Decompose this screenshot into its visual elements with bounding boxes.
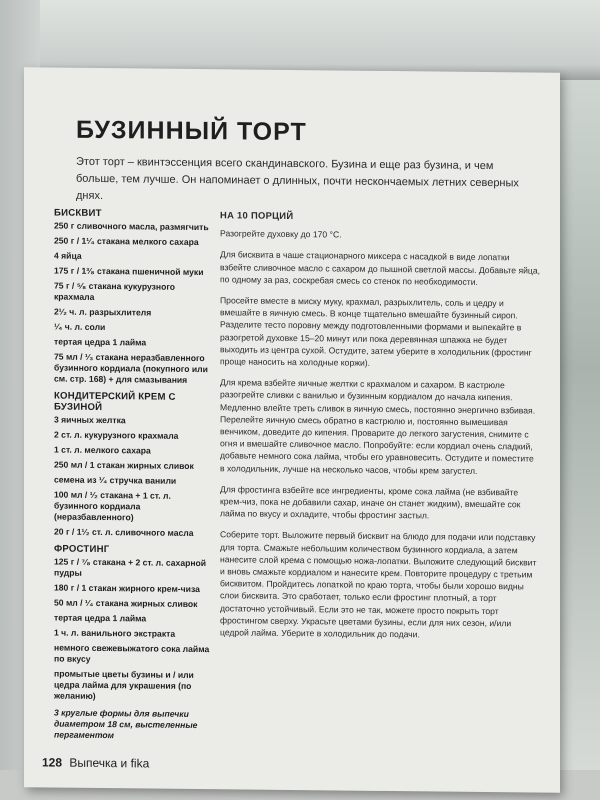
method-paragraph: Для фростинга взбейте все ингредиенты, кроме сока лайма (не взбивайте крем-чиз, пока не добавили сахар, иначе он станет жидким), вмешайте сок лайма по вкусу и охладите, чтобы фростинг застыл. [220, 484, 521, 521]
ingredient-item: промытые цветы бузины и / или цедра лайма для украшения (по желанию) [54, 668, 194, 701]
ingredients-heading-cream: КОНДИТЕРСКИЙ КРЕМ С БУЗИНОЙ [54, 390, 176, 414]
book-page [24, 67, 560, 793]
ingredient-item: 250 г / 1¹⁄₄ стакана мелкого сахара [54, 235, 199, 248]
ingredient-item: 3 яичных желтка [54, 414, 126, 426]
ingredient-item: 100 мл / ¹⁄₂ стакана + 1 ст. л. бузинного кордиала (неразбавленного) [54, 489, 171, 523]
page-footer [42, 755, 149, 770]
portions-label: НА 10 ПОРЦИЙ [220, 209, 294, 222]
ingredient-item: семена из ¹⁄₄ стручка ванили [54, 474, 177, 486]
ingredient-item: 2 ст. л. кукурузного крахмала [54, 429, 179, 441]
section-name: Выпечка и fika [69, 755, 150, 771]
method-paragraph: Для крема взбейте яичные желтки с крахмалом и сахаром. В кастрюле разогрейте сливки с ванилью и бузинным кордиалом до начала кипения. Медленно влейте треть сливок в яичную смесь, постоянно энергично взбивая. Перелейте яичную смесь обратно в кастрюлю и, постоянно вымешивая венчиком, доведите до кипения. Проварите до легкого загустения, снимите с огня и вмешайте сливочное масло. Попробуйте: если кордиал очень сладкий, добавьте немного сока лайма, чтобы его уравновесить. Остудите и поместите в холодильник, лучше на несколько часов, чтобы крем загустел. [220, 377, 536, 476]
method-paragraph: Просейте вместе в миску муку, крахмал, разрыхлитель, соль и цедру и вмешайте в яичную смесь. В конце тщательно вмешайте бузинный сироп. Разделите тесто поровну между подготовленными формами и выпекайте в разогретой духовке 15–20 минут или пока деревянная шпажка не будет выходить из центра сухой. Остудите, затем уберите в холодильник (фростинг проще наносить на холодные коржи). [220, 295, 532, 368]
ingredient-item: 20 г / 1¹⁄₂ ст. л. сливочного масла [54, 526, 194, 538]
ingredient-item: 175 г / 1³⁄₈ стакана пшеничной муки [54, 265, 204, 278]
ingredient-item: тертая цедра 1 лайма [54, 336, 147, 348]
ingredient-item: 75 г / ⁵⁄₈ стакана кукурузного крахмала [54, 280, 176, 302]
ingredient-item: 1 ч. л. ванильного экстракта [54, 627, 176, 639]
ingredient-item: 1 ст. л. мелкого сахара [54, 444, 151, 456]
recipe-title: БУЗИННЫЙ ТОРТ [76, 115, 307, 147]
ingredient-item: 4 яйца [54, 250, 82, 261]
ingredient-item: 180 г / 1 стакан жирного крем-чиза [54, 582, 200, 595]
method-paragraph: Разогрейте духовку до 170 °С. [220, 228, 342, 240]
ingredient-item: 2¹⁄₂ ч. л. разрыхлителя [54, 306, 152, 318]
ingredient-item: ¹⁄₄ ч. л. соли [54, 321, 106, 333]
ingredients-heading-sponge: БИСКВИТ [54, 207, 102, 220]
ingredients-column [54, 208, 212, 743]
recipe-intro: Этот торт – квинтэссенция всего скандинавского. Бузина и еще раз бузина, и чем больше, тем лучше. Он напоминает о длинных, почти нескончаемых летних северных днях. [76, 155, 519, 203]
ingredient-item: тертая цедра 1 лайма [54, 612, 147, 624]
equipment-note: 3 круглые формы для выпечки диаметром 18 см, выстеленные пергаментом [54, 707, 198, 741]
ingredient-item: 250 г сливочного масла, размягчить [54, 220, 209, 233]
method-paragraph: Соберите торт. Выложите первый бисквит на блюдо для подачи или подставку для торта. Смажьте небольшим количеством бузинного кордиала, а затем нанесите слой крема с помощью ножа-лопатки. Выложите следующий бисквит и вновь смажьте кордиалом и нанесите крем. Повторите процедуру с третьим бисквитом. Пройдитесь лопаткой по краю торта, чтобы были хорошо видны слои бисквита. Это сработает, только если фростинг плотный, а торт достаточно устойчивый. Если это не так, можете просто покрыть торт фростингом сверху. Украсьте цветами бузины, если для них сезон, и/или цедрой лайма. Уберите в холодильник до подачи. [220, 529, 537, 640]
page-number: 128 [42, 755, 63, 770]
ingredient-item: 125 г / ⁷⁄₈ стакана + 2 ст. л. сахарной пудры [54, 556, 207, 578]
ingredients-heading-frosting: ФРОСТИНГ [54, 543, 110, 556]
ingredient-item: 75 мл / ¹⁄₃ стакана неразбавленного бузинного кордиала (покупного или см. стр. 168) + для смазывания [54, 351, 208, 385]
ingredient-item: 250 мл / 1 стакан жирных сливок [54, 459, 194, 471]
method-column [220, 209, 540, 651]
ingredient-item: 50 мл / ¹⁄₄ стакана жирных сливок [54, 597, 198, 610]
ingredient-item: немного свежевыжатого сока лайма по вкусу [54, 642, 210, 664]
method-paragraph: Для бисквита в чаше стационарного миксера с насадкой в виде лопатки взбейте сливочное масло с сахаром до пышной светлой массы. Добавьте яйца, по одному за раз, соскребая смесь со стенок по необходимости. [220, 249, 540, 287]
